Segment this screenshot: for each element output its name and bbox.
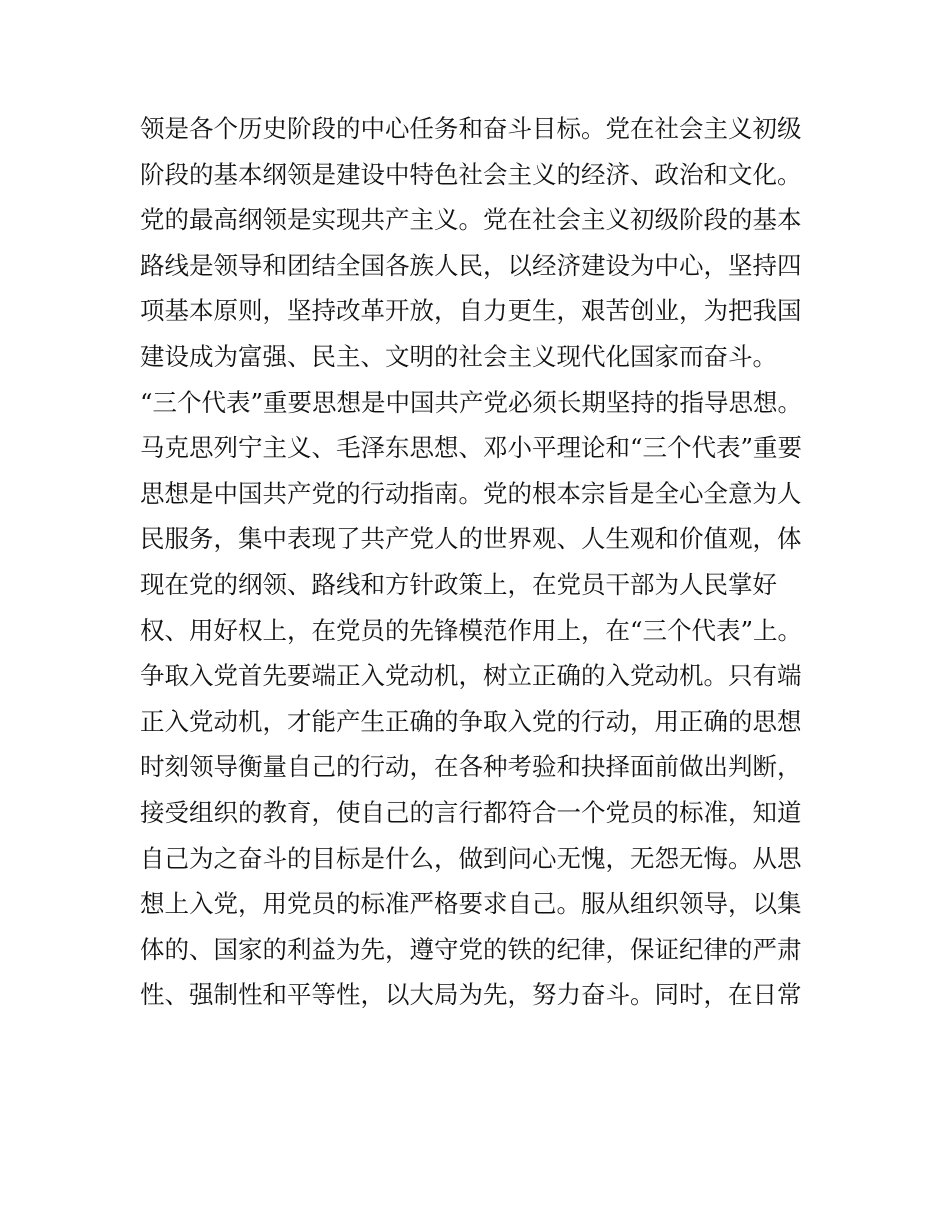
text-line: 建设成为富强、民主、文明的社会主义现代化国家而奋斗。 bbox=[140, 341, 777, 371]
text-line: 正入党动机，才能产生正确的争取入党的行动，用正确的思想 bbox=[140, 706, 802, 736]
text-line: “三个代表”重要思想是中国共产党必须长期坚持的指导思想。 bbox=[140, 387, 803, 417]
text-line: 权、用好权上，在党员的先锋模范作用上，在“三个代表”上。 bbox=[140, 615, 803, 645]
text-line: 路线是领导和团结全国各族人民，以经济建设为中心，坚持四 bbox=[140, 250, 802, 280]
text-line: 党的最高纲领是实现共产主义。党在社会主义初级阶段的基本 bbox=[140, 205, 802, 235]
text-line: 争取入党首先要端正入党动机，树立正确的入党动机。只有端 bbox=[140, 661, 802, 691]
text-line: 性、强制性和平等性，以大局为先，努力奋斗。同时，在日常 bbox=[140, 980, 802, 1010]
text-line: 马克思列宁主义、毛泽东思想、邓小平理论和“三个代表”重要 bbox=[140, 433, 803, 463]
text-line: 想上入党，用党员的标准严格要求自己。服从组织领导，以集 bbox=[140, 889, 802, 919]
text-line: 体的、国家的利益为先，遵守党的铁的纪律，保证纪律的严肃 bbox=[140, 934, 802, 964]
text-line: 阶段的基本纲领是建设中特色社会主义的经济、政治和文化。 bbox=[140, 159, 802, 189]
text-line: 项基本原则，坚持改革开放，自力更生，艰苦创业，为把我国 bbox=[140, 296, 802, 326]
text-line: 民服务，集中表现了共产党人的世界观、人生观和价值观，体 bbox=[140, 524, 802, 554]
body-text bbox=[140, 106, 830, 1018]
text-line: 领是各个历史阶段的中心任务和奋斗目标。党在社会主义初级 bbox=[140, 114, 802, 143]
text-line: 时刻领导衡量自己的行动，在各种考验和抉择面前做出判断， bbox=[140, 752, 802, 782]
text-line: 现在党的纲领、路线和方针政策上，在党员干部为人民掌好 bbox=[140, 569, 777, 599]
text-line: 接受组织的教育，使自己的言行都符合一个党员的标准，知道 bbox=[140, 797, 802, 827]
text-line: 自己为之奋斗的目标是什么，做到问心无愧，无怨无悔。从思 bbox=[140, 843, 802, 873]
text-line: 思想是中国共产党的行动指南。党的根本宗旨是全心全意为人 bbox=[140, 478, 802, 508]
